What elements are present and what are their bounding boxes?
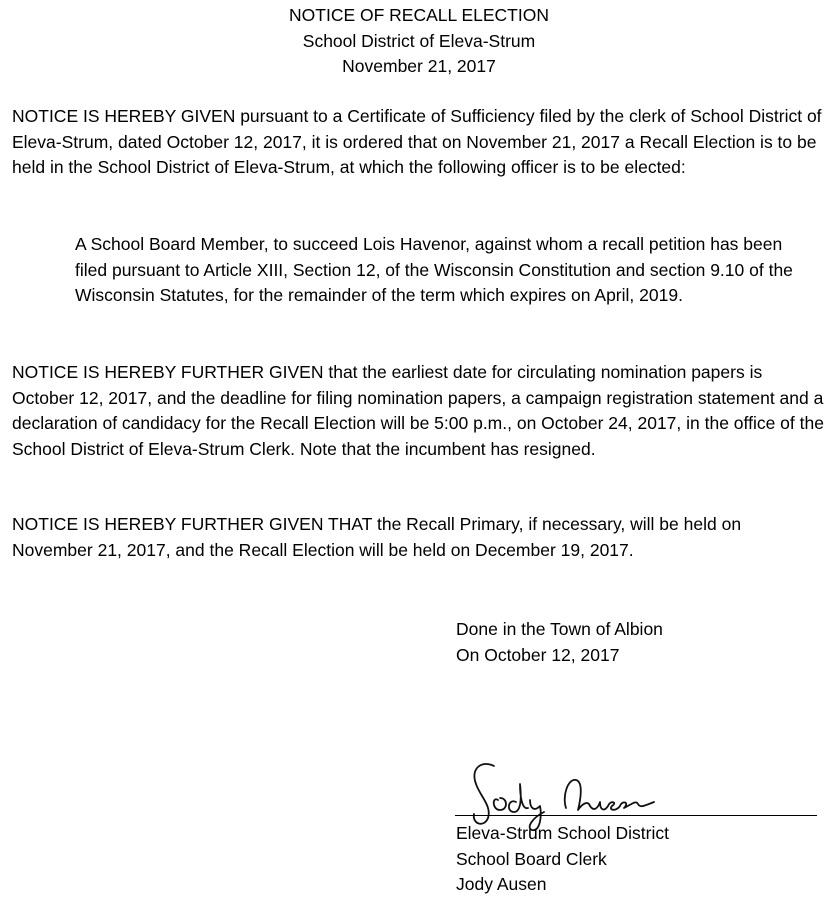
closing-date: On October 12, 2017 xyxy=(456,644,620,665)
notice-header xyxy=(0,3,838,80)
paragraph-nomination: NOTICE IS HEREBY FURTHER GIVEN that the earliest date for circulating nomination papers is October 12, 2017, and the deadline for filing nomination papers, a campaign registration statement and a declaration of candidacy for the Recall Election will be 5:00 p.m., on October 24, 2017, in the office of the School District of Eleva-Strum Clerk. Note that the incumbent has resigned. xyxy=(12,362,824,459)
signature-block xyxy=(456,821,796,898)
signer-name: Jody Ausen xyxy=(456,874,547,894)
signer-organization: Eleva-Strum School District xyxy=(456,823,669,843)
closing-place: Done in the Town of Albion xyxy=(456,619,663,639)
signature-line xyxy=(455,815,817,816)
paragraph-primary: NOTICE IS HEREBY FURTHER GIVEN THAT the Recall Primary, if necessary, will be held on November 21, 2017, and the Recall Election will be held on December 19, 2017. xyxy=(12,514,742,560)
paragraph-notice: NOTICE IS HEREBY GIVEN pursuant to a Certificate of Sufficiency filed by the clerk of School District of Eleva-Strum, dated October 12, 2017, it is ordered that on November 21, 2017 a Recall Election is to be held in the School District of Eleva-Strum, at which the following officer is to be elected: xyxy=(12,106,822,177)
signer-title: School Board Clerk xyxy=(456,848,607,869)
notice-date: November 21, 2017 xyxy=(342,56,496,76)
paragraph-board-member: A School Board Member, to succeed Lois Havenor, against whom a recall petition has been filed pursuant to Article XIII, Section 12, of the Wisconsin Constitution and section 9.10 of the Wisconsin Statutes, for the remainder of the term which expires on April, 2019. xyxy=(75,234,793,305)
closing-block xyxy=(456,617,796,668)
notice-title: NOTICE OF RECALL ELECTION xyxy=(289,5,549,25)
district-name: School District of Eleva-Strum xyxy=(302,30,536,51)
